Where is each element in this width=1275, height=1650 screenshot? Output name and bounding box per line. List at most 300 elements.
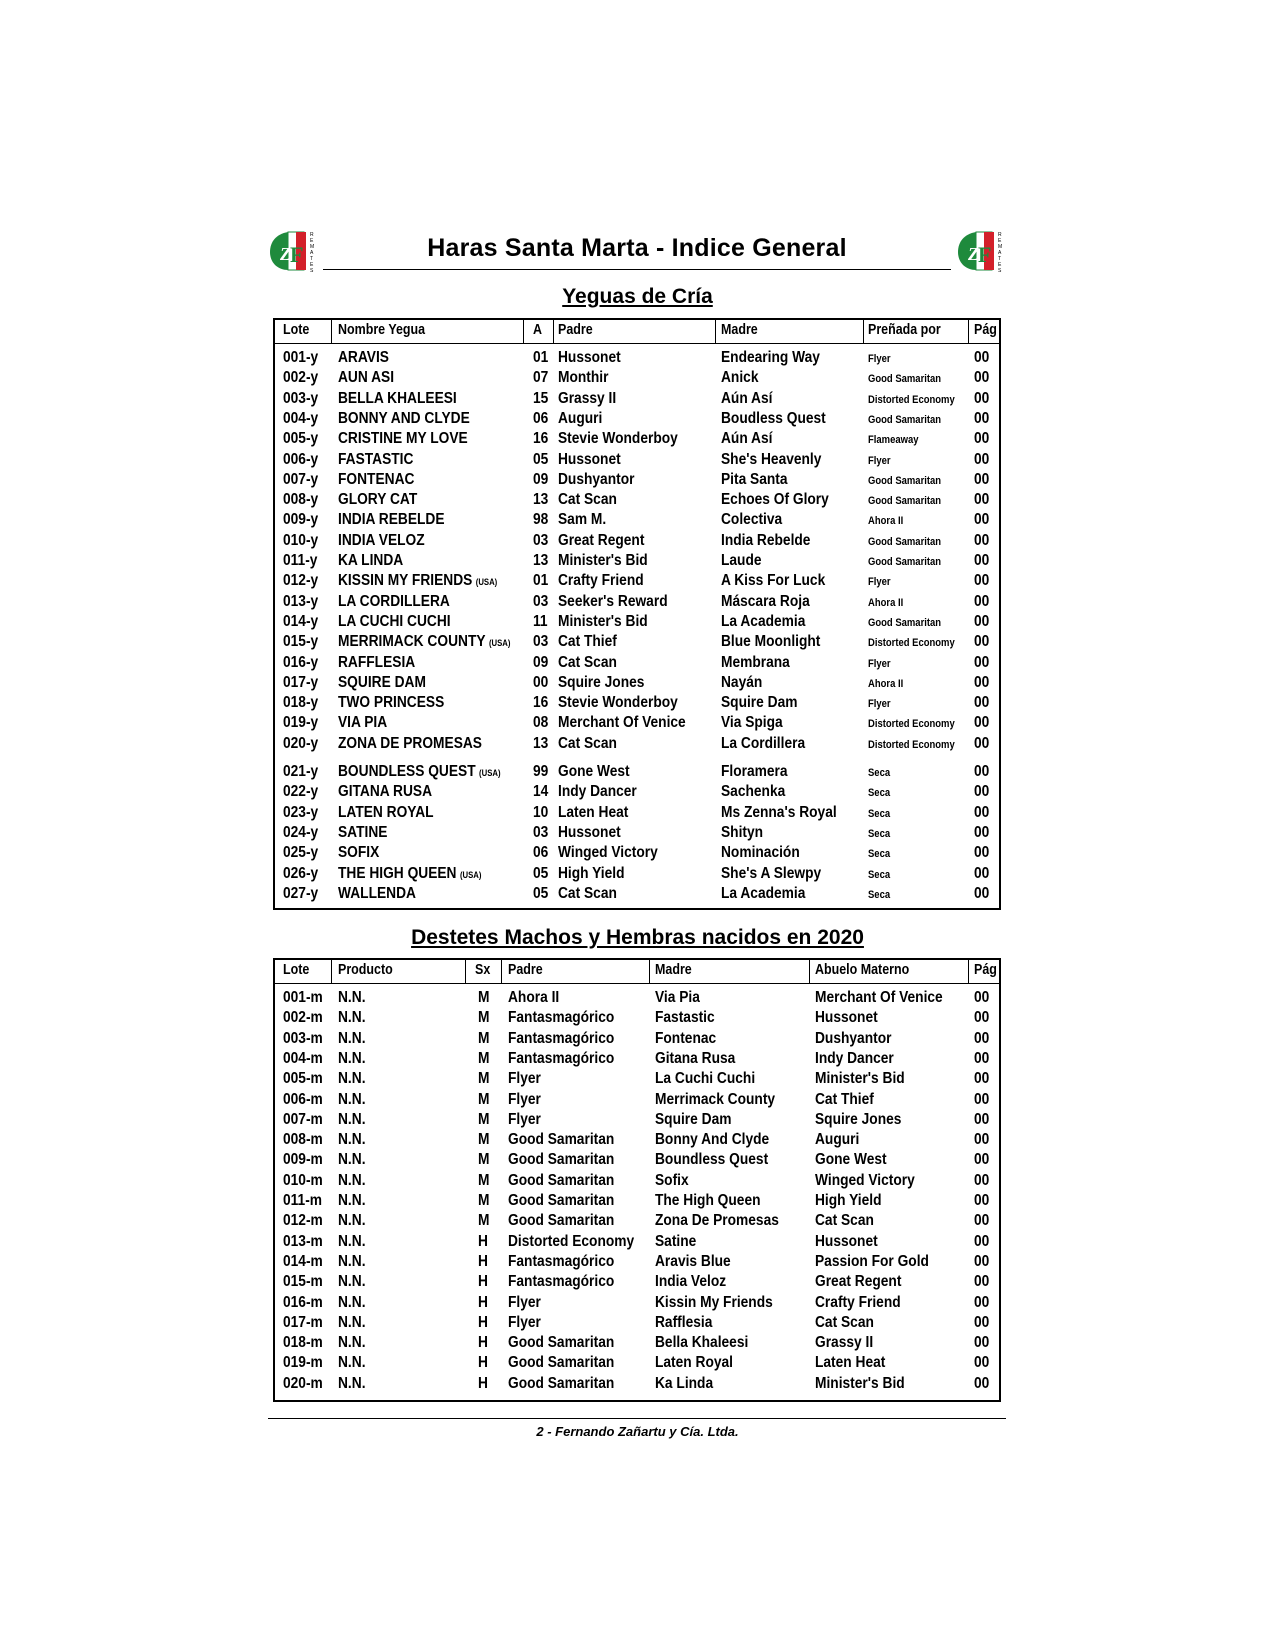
table-row xyxy=(275,1150,999,1170)
cell-a xyxy=(533,803,548,823)
cell-lote: 001-m xyxy=(283,989,323,1006)
cell-text: 00 xyxy=(974,844,990,862)
cell-producto: N.N. xyxy=(338,1313,366,1331)
cell-text: Colectiva xyxy=(721,511,783,529)
cell-text: Cat Scan xyxy=(558,734,617,752)
svg-text:E: E xyxy=(310,238,314,244)
cell-sx: M xyxy=(478,1070,490,1088)
cell-lote xyxy=(283,653,318,673)
cell-prenada xyxy=(868,592,903,613)
cell-producto: N.N. xyxy=(338,1009,366,1027)
cell-text: Ahora II xyxy=(868,677,904,690)
cell-abuelo: Minister's Bid xyxy=(815,1374,905,1392)
cell-text: Distorted Economy xyxy=(868,718,955,731)
cell-text: Stevie Wonderboy xyxy=(558,430,678,448)
cell-text: Flameaway xyxy=(868,434,919,447)
table-row xyxy=(275,1232,999,1252)
cell-text: 10 xyxy=(533,803,549,821)
cell-madre xyxy=(721,693,797,713)
cell-nombre xyxy=(338,713,387,733)
cell-pag xyxy=(974,510,989,530)
cell-text: 00 xyxy=(974,430,990,448)
cell-pag xyxy=(974,409,989,429)
cell-madre xyxy=(721,734,805,754)
cell-text: Stevie Wonderboy xyxy=(558,694,678,712)
cell-a xyxy=(533,632,548,652)
cell-text: Hussonet xyxy=(558,823,621,841)
cell-madre xyxy=(721,762,788,782)
svg-text:T: T xyxy=(310,256,314,262)
cell-madre xyxy=(721,632,820,652)
cell-sx: H xyxy=(478,1293,488,1311)
cell-padre: Ahora II xyxy=(508,989,560,1006)
cell-text: 007-y xyxy=(283,470,319,488)
cell-lote xyxy=(283,571,318,591)
cell-producto: N.N. xyxy=(338,1212,366,1230)
cell-text: Monthir xyxy=(558,369,609,387)
cell-padre xyxy=(558,348,621,368)
table-row xyxy=(275,368,999,388)
table-row xyxy=(275,470,999,490)
cell-text: 001-y xyxy=(283,349,319,366)
cell-padre xyxy=(558,490,617,510)
cell-text: Seeker's Reward xyxy=(558,592,668,610)
table-row xyxy=(275,734,999,754)
cell-nombre xyxy=(338,632,510,653)
cell-madre xyxy=(721,884,805,904)
cell-text: 98 xyxy=(533,511,549,529)
cell-text: Sam M. xyxy=(558,511,607,529)
cell-text: 022-y xyxy=(283,783,319,801)
cell-text: BONNY AND CLYDE xyxy=(338,409,470,427)
cell-text: Nominación xyxy=(721,844,800,862)
cell-text: VIA PIA xyxy=(338,714,388,732)
cell-text: Blue Moonlight xyxy=(721,633,821,651)
cell-text: 00 xyxy=(974,470,990,488)
cell-text: Cat Scan xyxy=(558,884,617,902)
cell-lote xyxy=(283,673,318,693)
cell-text: AUN ASI xyxy=(338,369,395,387)
cell-text: 027-y xyxy=(283,884,319,902)
cell-text: 16 xyxy=(533,694,549,712)
cell-text: 15 xyxy=(533,389,549,407)
cell-nombre xyxy=(338,693,444,713)
origin-badge: (USA) xyxy=(488,638,511,649)
cell-madre: India Veloz xyxy=(655,1273,727,1291)
cell-text: 00 xyxy=(974,450,990,468)
cell-lote xyxy=(283,389,318,409)
cell-pag: 00 xyxy=(974,1273,990,1291)
cell-sx: M xyxy=(478,1029,490,1047)
cell-padre: Fantasmagórico xyxy=(508,1009,615,1027)
cell-madre: Via Pia xyxy=(655,989,700,1006)
remates-logo-icon xyxy=(268,228,318,274)
cell-pag xyxy=(974,490,989,510)
cell-text: Seca xyxy=(868,868,891,881)
cell-prenada xyxy=(868,803,890,824)
cell-pag: 00 xyxy=(974,989,990,1006)
cell-lote: 011-m xyxy=(283,1192,323,1209)
cell-lote xyxy=(283,510,318,530)
cell-text: Indy Dancer xyxy=(558,783,637,801)
table-row xyxy=(275,843,999,863)
cell-text: Hussonet xyxy=(558,450,621,468)
cell-madre: The High Queen xyxy=(655,1192,761,1209)
cell-madre xyxy=(721,612,805,632)
cell-text: Minister's Bid xyxy=(558,552,648,569)
cell-madre: Zona De Promesas xyxy=(655,1212,779,1230)
table-row xyxy=(275,653,999,673)
cell-text: Cat Thief xyxy=(558,633,617,651)
cell-text: 13 xyxy=(533,734,549,752)
cell-lote: 014-m xyxy=(283,1252,323,1270)
cell-lote xyxy=(283,450,318,470)
cell-padre: Fantasmagórico xyxy=(508,1029,615,1047)
cell-abuelo: Laten Heat xyxy=(815,1354,886,1372)
cell-madre xyxy=(721,450,821,470)
cell-padre: Distorted Economy xyxy=(508,1232,635,1250)
cell-pag: 00 xyxy=(974,1354,990,1372)
cell-prenada xyxy=(868,782,890,803)
column-divider xyxy=(809,960,810,983)
cell-text: GLORY CAT xyxy=(338,491,418,509)
cell-text: Good Samaritan xyxy=(868,474,942,487)
cell-padre xyxy=(558,571,644,591)
cell-text: 00 xyxy=(974,734,990,752)
cell-lote: 004-m xyxy=(283,1049,323,1067)
cell-text: 018-y xyxy=(283,694,319,712)
cell-nombre xyxy=(338,409,470,429)
cell-abuelo: Hussonet xyxy=(815,1232,878,1250)
cell-sx: M xyxy=(478,1090,490,1108)
cell-text: Seca xyxy=(868,827,891,840)
column-divider xyxy=(649,960,650,983)
cell-pag: 00 xyxy=(974,1334,990,1352)
cell-producto: N.N. xyxy=(338,1090,366,1108)
cell-padre: Flyer xyxy=(508,1090,541,1108)
table-row xyxy=(275,592,999,612)
cell-pag: 00 xyxy=(974,1192,990,1209)
cell-text: 019-y xyxy=(283,714,319,732)
origin-badge: (USA) xyxy=(475,577,498,588)
cell-lote: 008-m xyxy=(283,1131,323,1149)
cell-text: Cat Scan xyxy=(558,653,617,671)
cell-text: Good Samaritan xyxy=(868,495,942,508)
cell-text: Gone West xyxy=(558,763,630,780)
cell-lote xyxy=(283,762,318,782)
svg-text:A: A xyxy=(998,250,1002,256)
cell-lote xyxy=(283,632,318,652)
cell-pag xyxy=(974,843,989,863)
svg-text:A: A xyxy=(310,250,314,256)
cell-padre: Good Samaritan xyxy=(508,1131,615,1149)
cell-text: Great Regent xyxy=(558,531,645,549)
cell-text: 00 xyxy=(974,864,990,882)
cell-abuelo: Grassy II xyxy=(815,1334,874,1352)
cell-padre xyxy=(558,450,621,470)
cell-text: Sachenka xyxy=(721,783,786,801)
table-row xyxy=(275,803,999,823)
table-row xyxy=(275,1252,999,1272)
cell-a xyxy=(533,592,548,612)
table-row xyxy=(275,571,999,591)
cell-nombre xyxy=(338,490,417,510)
cell-text: Echoes Of Glory xyxy=(721,491,829,509)
cell-text: 99 xyxy=(533,763,549,780)
cell-padre xyxy=(558,632,617,652)
cell-lote: 015-m xyxy=(283,1273,323,1291)
cell-nombre xyxy=(338,612,451,632)
table-row xyxy=(275,1069,999,1089)
cell-pag xyxy=(974,612,989,632)
column-divider xyxy=(523,320,524,343)
cell-lote xyxy=(283,864,318,884)
cell-producto: N.N. xyxy=(338,1334,366,1352)
cell-lote: 020-m xyxy=(283,1374,323,1392)
cell-madre: La Cuchi Cuchi xyxy=(655,1070,756,1088)
cell-text: Squire Dam xyxy=(721,694,798,712)
table-row xyxy=(275,490,999,510)
table-row xyxy=(275,782,999,802)
cell-text: 015-y xyxy=(283,633,319,651)
table-row xyxy=(275,531,999,551)
cell-abuelo: Squire Jones xyxy=(815,1110,902,1128)
destetes-table xyxy=(273,958,1001,1402)
cell-a xyxy=(533,409,548,429)
cell-text: 09 xyxy=(533,653,549,671)
cell-pag xyxy=(974,762,989,782)
cell-nombre xyxy=(338,470,414,490)
svg-text:Z: Z xyxy=(280,244,291,264)
cell-text: Good Samaritan xyxy=(868,556,942,568)
cell-prenada xyxy=(868,571,891,592)
cell-lote xyxy=(283,551,317,571)
cell-madre xyxy=(721,348,820,368)
cell-pag xyxy=(974,632,989,652)
cell-text: MERRIMACK COUNTY xyxy=(338,633,486,651)
section-title-destetes: Destetes Machos y Hembras nacidos en 2020 xyxy=(411,926,864,949)
svg-text:Z: Z xyxy=(968,244,979,264)
cell-a xyxy=(533,348,548,368)
column-divider xyxy=(501,960,502,983)
cell-pag xyxy=(974,450,989,470)
cell-text: 00 xyxy=(974,409,990,427)
cell-padre xyxy=(558,409,602,429)
cell-pag xyxy=(974,864,989,884)
cell-padre xyxy=(558,734,617,754)
cell-prenada xyxy=(868,612,941,633)
cell-nombre xyxy=(338,510,445,530)
cell-text: 05 xyxy=(533,450,549,468)
cell-text: KISSIN MY FRIENDS xyxy=(338,572,473,590)
table-row xyxy=(275,632,999,652)
cell-a xyxy=(533,693,548,713)
cell-a xyxy=(533,551,548,571)
cell-text: LATEN ROYAL xyxy=(338,803,434,821)
cell-padre xyxy=(558,389,616,409)
table-row xyxy=(275,1353,999,1373)
table-row xyxy=(275,1090,999,1110)
cell-abuelo: High Yield xyxy=(815,1192,882,1209)
table-row xyxy=(275,1272,999,1292)
cell-padre: Good Samaritan xyxy=(508,1192,615,1209)
svg-text:E: E xyxy=(998,238,1002,244)
column-divider xyxy=(863,320,864,343)
cell-text: LA CORDILLERA xyxy=(338,592,450,610)
cell-madre: Squire Dam xyxy=(655,1110,732,1128)
table-row xyxy=(275,1374,999,1394)
cell-text: 00 xyxy=(974,572,990,590)
cell-sx: M xyxy=(478,1212,490,1230)
cell-sx: H xyxy=(478,1252,488,1270)
cell-abuelo: Cat Scan xyxy=(815,1313,874,1331)
cell-text: 004-y xyxy=(283,409,319,427)
table-row xyxy=(275,389,999,409)
cell-lote: 013-m xyxy=(283,1232,323,1250)
cell-padre xyxy=(558,884,617,904)
cell-text: 05 xyxy=(533,884,549,902)
cell-abuelo: Cat Thief xyxy=(815,1090,874,1108)
cell-text: 13 xyxy=(533,552,549,569)
cell-lote: 003-m xyxy=(283,1029,323,1047)
remates-logo-icon xyxy=(956,228,1006,274)
cell-pag: 00 xyxy=(974,1171,990,1189)
cell-text: ZONA DE PROMESAS xyxy=(338,734,482,752)
cell-producto: N.N. xyxy=(338,1131,366,1149)
cell-text: Floramera xyxy=(721,763,788,780)
cell-text: 01 xyxy=(533,349,549,366)
cell-text: 11 xyxy=(533,612,548,630)
cell-text: 00 xyxy=(974,389,990,407)
cell-producto: N.N. xyxy=(338,1171,366,1189)
column-header: Pág xyxy=(974,322,997,338)
cell-producto: N.N. xyxy=(338,1232,366,1250)
cell-padre xyxy=(558,551,648,571)
cell-pag: 00 xyxy=(974,1049,990,1067)
cell-prenada xyxy=(868,693,891,714)
cell-nombre xyxy=(338,823,387,843)
cell-madre xyxy=(721,470,788,490)
cell-madre xyxy=(721,551,762,571)
cell-pag: 00 xyxy=(974,1009,990,1027)
cell-text: 003-y xyxy=(283,389,319,407)
cell-lote xyxy=(283,531,318,551)
cell-producto: N.N. xyxy=(338,1049,366,1067)
cell-prenada xyxy=(868,389,955,410)
cell-padre: Good Samaritan xyxy=(508,1334,615,1352)
cell-text: Flyer xyxy=(868,353,891,365)
table-row xyxy=(275,1211,999,1231)
cell-lote: 017-m xyxy=(283,1313,323,1331)
table-row xyxy=(275,673,999,693)
cell-pag xyxy=(974,551,989,571)
cell-text: SOFIX xyxy=(338,844,380,862)
cell-text: 00 xyxy=(974,823,990,841)
cell-nombre xyxy=(338,348,389,368)
cell-prenada xyxy=(868,734,955,755)
cell-lote xyxy=(283,490,318,510)
cell-pag xyxy=(974,429,989,449)
cell-nombre xyxy=(338,653,415,673)
cell-a xyxy=(533,653,548,673)
cell-pag: 00 xyxy=(974,1252,990,1270)
cell-pag: 00 xyxy=(974,1212,990,1230)
cell-text: 03 xyxy=(533,592,549,610)
cell-nombre xyxy=(338,450,413,470)
cell-text: 00 xyxy=(974,714,990,732)
svg-text:E: E xyxy=(998,262,1002,268)
cell-prenada xyxy=(868,368,941,389)
cell-text: ARAVIS xyxy=(338,349,389,366)
svg-text:M: M xyxy=(998,244,1003,250)
cell-text: Nayán xyxy=(721,673,763,691)
cell-text: 024-y xyxy=(283,823,319,841)
cell-prenada xyxy=(868,653,891,674)
table-row xyxy=(275,1029,999,1049)
cell-a xyxy=(533,450,548,470)
column-divider xyxy=(715,320,716,343)
column-header: Pág xyxy=(974,962,997,978)
cell-sx: H xyxy=(478,1313,488,1331)
cell-madre xyxy=(721,490,829,510)
cell-sx: M xyxy=(478,1131,490,1149)
cell-pag: 00 xyxy=(974,1232,990,1250)
cell-pag: 00 xyxy=(974,1313,990,1331)
cell-padre: Fantasmagórico xyxy=(508,1049,615,1067)
origin-badge: (USA) xyxy=(479,768,501,778)
cell-text: INDIA REBELDE xyxy=(338,511,445,529)
cell-text: Squire Jones xyxy=(558,673,645,691)
cell-producto: N.N. xyxy=(338,1192,366,1209)
table-row xyxy=(275,429,999,449)
cell-text: Flyer xyxy=(868,698,891,711)
cell-text: Pita Santa xyxy=(721,470,788,488)
cell-text: 00 xyxy=(974,783,990,801)
cell-a xyxy=(533,571,548,591)
column-header: Padre xyxy=(508,962,543,978)
cell-abuelo: Winged Victory xyxy=(815,1171,915,1189)
cell-madre: Laten Royal xyxy=(655,1354,733,1372)
column-divider xyxy=(465,960,466,983)
cell-padre: Good Samaritan xyxy=(508,1212,615,1230)
cell-text: Seca xyxy=(868,767,891,779)
cell-text: 14 xyxy=(533,783,549,801)
cell-producto: N.N. xyxy=(338,1151,366,1169)
cell-text: Flyer xyxy=(868,657,891,670)
cell-madre: Fastastic xyxy=(655,1009,715,1027)
svg-text:F: F xyxy=(978,242,992,267)
cell-pag: 00 xyxy=(974,1293,990,1311)
cell-lote xyxy=(283,803,318,823)
cell-text: 07 xyxy=(533,369,549,387)
cell-nombre xyxy=(338,843,379,863)
cell-padre xyxy=(558,368,608,388)
cell-text: 00 xyxy=(974,369,990,387)
cell-text: Laten Heat xyxy=(558,803,629,821)
cell-text: 00 xyxy=(974,552,990,569)
cell-padre xyxy=(558,864,625,884)
cell-text: INDIA VELOZ xyxy=(338,531,425,549)
cell-text: Minister's Bid xyxy=(558,612,648,630)
cell-text: 00 xyxy=(974,884,990,902)
cell-padre xyxy=(558,429,678,449)
table-row xyxy=(275,450,999,470)
cell-text: Ahora II xyxy=(868,596,904,609)
cell-padre: Flyer xyxy=(508,1313,541,1331)
cell-lote xyxy=(283,368,318,388)
table-row xyxy=(275,1049,999,1069)
cell-padre xyxy=(558,612,648,632)
